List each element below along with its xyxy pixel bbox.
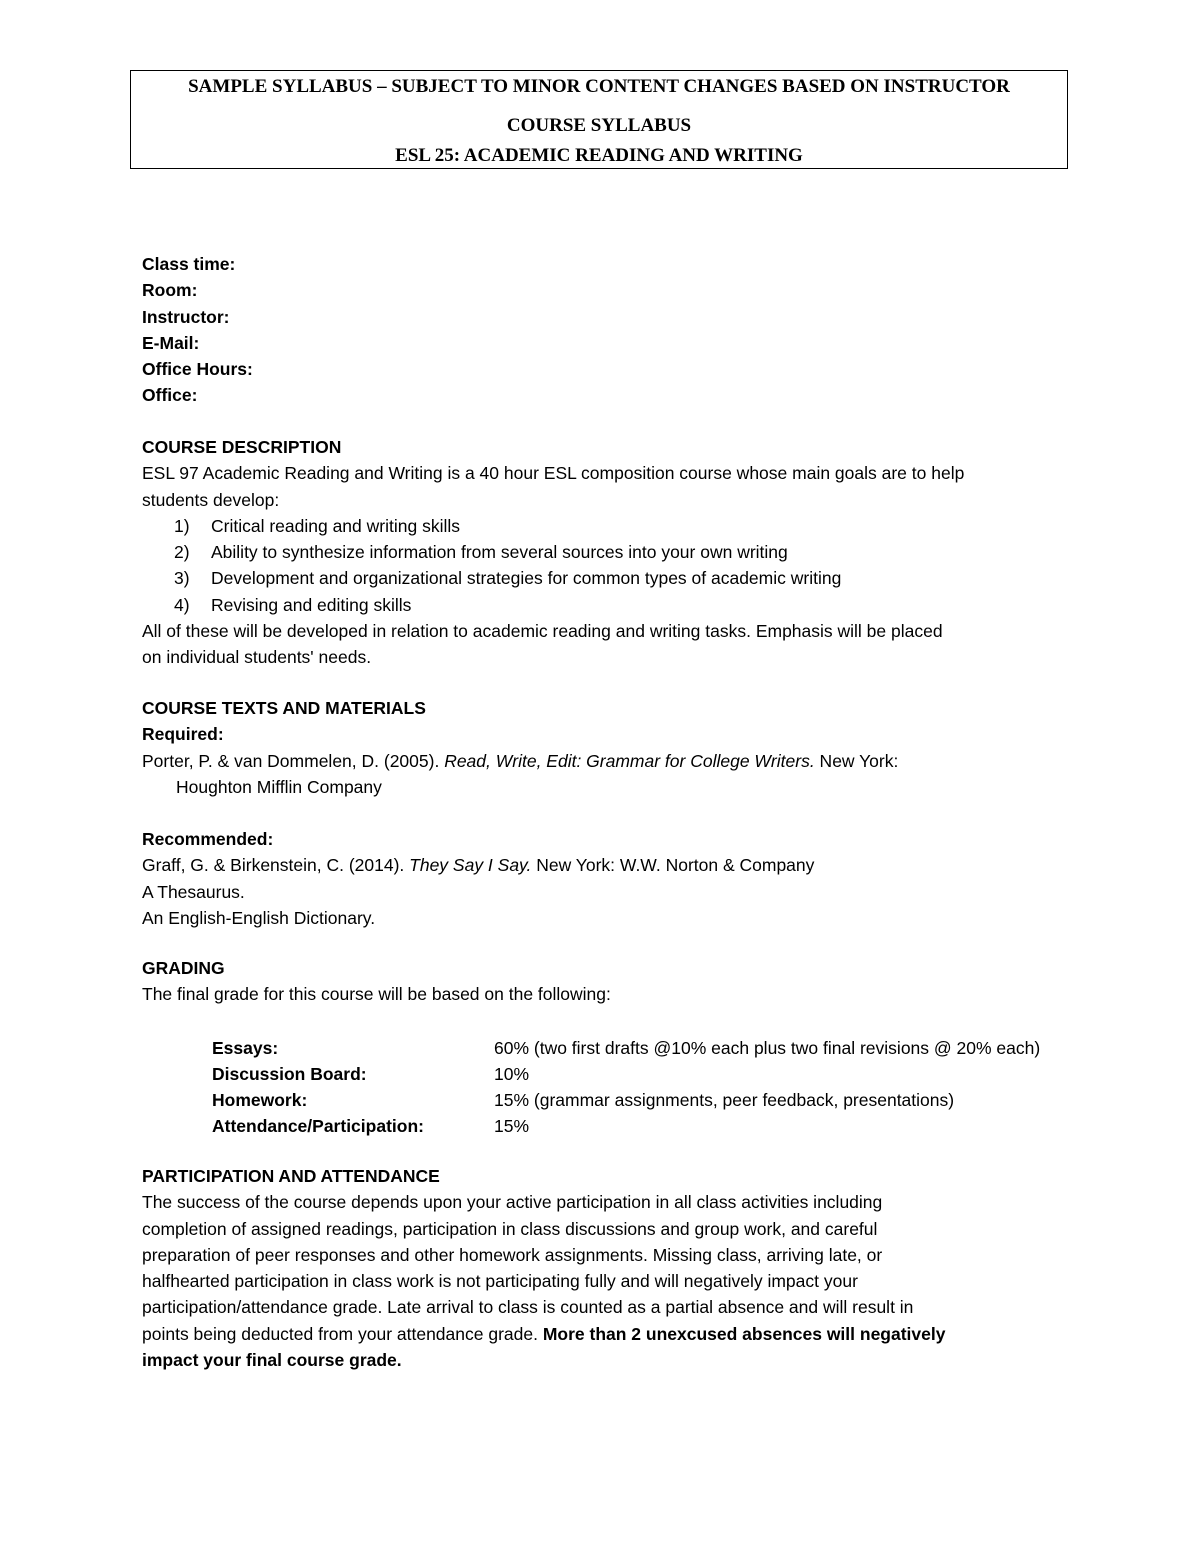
goal-text: Development and organizational strategies for common types of academic writing	[211, 568, 842, 589]
info-office: Office:	[142, 385, 198, 406]
grading-heading: GRADING	[142, 958, 225, 978]
description-closing-line: on individual students' needs.	[142, 647, 372, 668]
participation-line	[142, 1321, 1072, 1347]
required-label: Required:	[142, 724, 224, 745]
goal-text: Critical reading and writing skills	[211, 515, 460, 536]
document-title: COURSE SYLLABUS	[506, 115, 692, 136]
participation-line: participation/attendance grade. Late arrival to class is counted as a partial absence and will result in	[142, 1297, 914, 1318]
goal-item	[142, 513, 1072, 539]
goal-number: 4)	[174, 594, 190, 615]
recommended-dictionary: An English-English Dictionary.	[142, 907, 376, 928]
citation-publisher: Houghton Mifflin Company	[176, 776, 382, 797]
citation-place: New York: W.W. Norton & Company	[531, 855, 815, 876]
grading-row-value: 15% (grammar assignments, peer feedback, presentations)	[494, 1090, 955, 1110]
grading-row-label: Essays:	[212, 1038, 279, 1058]
course-texts-section	[142, 695, 1072, 800]
info-email: E-Mail:	[142, 332, 200, 353]
description-closing-line: All of these will be developed in relation to academic reading and writing tasks. Emphasis will be placed	[142, 621, 943, 642]
participation-text: points being deducted from your attendance grade.	[142, 1323, 543, 1344]
participation-line: preparation of peer responses and other homework assignments. Missing class, arriving late, or	[142, 1244, 883, 1265]
required-citation	[142, 748, 1072, 774]
info-class-time: Class time:	[142, 254, 236, 274]
citation-authors: Porter, P. & van Dommelen, D. (2005).	[142, 750, 445, 771]
description-intro-line: students develop:	[142, 489, 280, 510]
citation-title: Read, Write, Edit: Grammar for College Writers.	[444, 750, 815, 771]
recommended-citation	[142, 852, 1072, 878]
grading-intro: The final grade for this course will be based on the following:	[142, 984, 611, 1005]
goal-number: 2)	[174, 542, 190, 563]
info-instructor: Instructor:	[142, 306, 230, 327]
goal-item	[142, 565, 1072, 591]
grading-row-value: 60% (two first drafts @10% each plus two final revisions @ 20% each)	[494, 1038, 1041, 1058]
recommended-label: Recommended:	[142, 829, 274, 849]
participation-section	[142, 1163, 1072, 1373]
goal-text: Ability to synthesize information from several sources into your own writing	[211, 542, 788, 563]
grading-row-value: 10%	[494, 1064, 530, 1084]
recommended-section	[142, 826, 1072, 931]
absence-warning-continued: impact your final course grade.	[142, 1350, 402, 1371]
course-texts-heading: COURSE TEXTS AND MATERIALS	[142, 698, 426, 718]
grading-row-label: Attendance/Participation:	[212, 1116, 424, 1136]
syllabus-header-box	[130, 70, 1068, 169]
goal-number: 3)	[174, 568, 190, 589]
info-office-hours: Office Hours:	[142, 359, 253, 380]
participation-line: The success of the course depends upon your active participation in all class activities including	[142, 1192, 883, 1213]
participation-line: completion of assigned readings, participation in class discussions and group work, and careful	[142, 1218, 878, 1239]
participation-heading: PARTICIPATION AND ATTENDANCE	[142, 1166, 440, 1186]
participation-line: halfhearted participation in class work is not participating fully and will negatively impact your	[142, 1271, 858, 1292]
recommended-thesaurus: A Thesaurus.	[142, 881, 245, 902]
citation-title: They Say I Say.	[409, 855, 532, 876]
course-description-heading: COURSE DESCRIPTION	[142, 437, 342, 457]
grading-row-label: Homework:	[212, 1090, 308, 1110]
goal-item	[142, 539, 1072, 565]
grading-row-value: 15%	[494, 1116, 530, 1136]
goal-item	[142, 592, 1072, 618]
grading-row-label: Discussion Board:	[212, 1064, 367, 1084]
citation-place: New York:	[814, 750, 899, 771]
sample-notice: SAMPLE SYLLABUS – SUBJECT TO MINOR CONTENT CHANGES BASED ON INSTRUCTOR	[188, 76, 1010, 97]
citation-authors: Graff, G. & Birkenstein, C. (2014).	[142, 855, 410, 876]
description-intro-line: ESL 97 Academic Reading and Writing is a 40 hour ESL composition course whose main goals are to help	[142, 463, 965, 484]
course-description-section	[142, 434, 1072, 671]
course-info-fields	[142, 251, 1072, 409]
absence-warning: More than 2 unexcused absences will negatively	[542, 1323, 946, 1344]
goal-number: 1)	[174, 515, 190, 536]
info-room: Room:	[142, 280, 198, 301]
grading-section	[142, 955, 1072, 1008]
goal-text: Revising and editing skills	[211, 594, 412, 615]
course-title: ESL 25: ACADEMIC READING AND WRITING	[395, 145, 803, 166]
